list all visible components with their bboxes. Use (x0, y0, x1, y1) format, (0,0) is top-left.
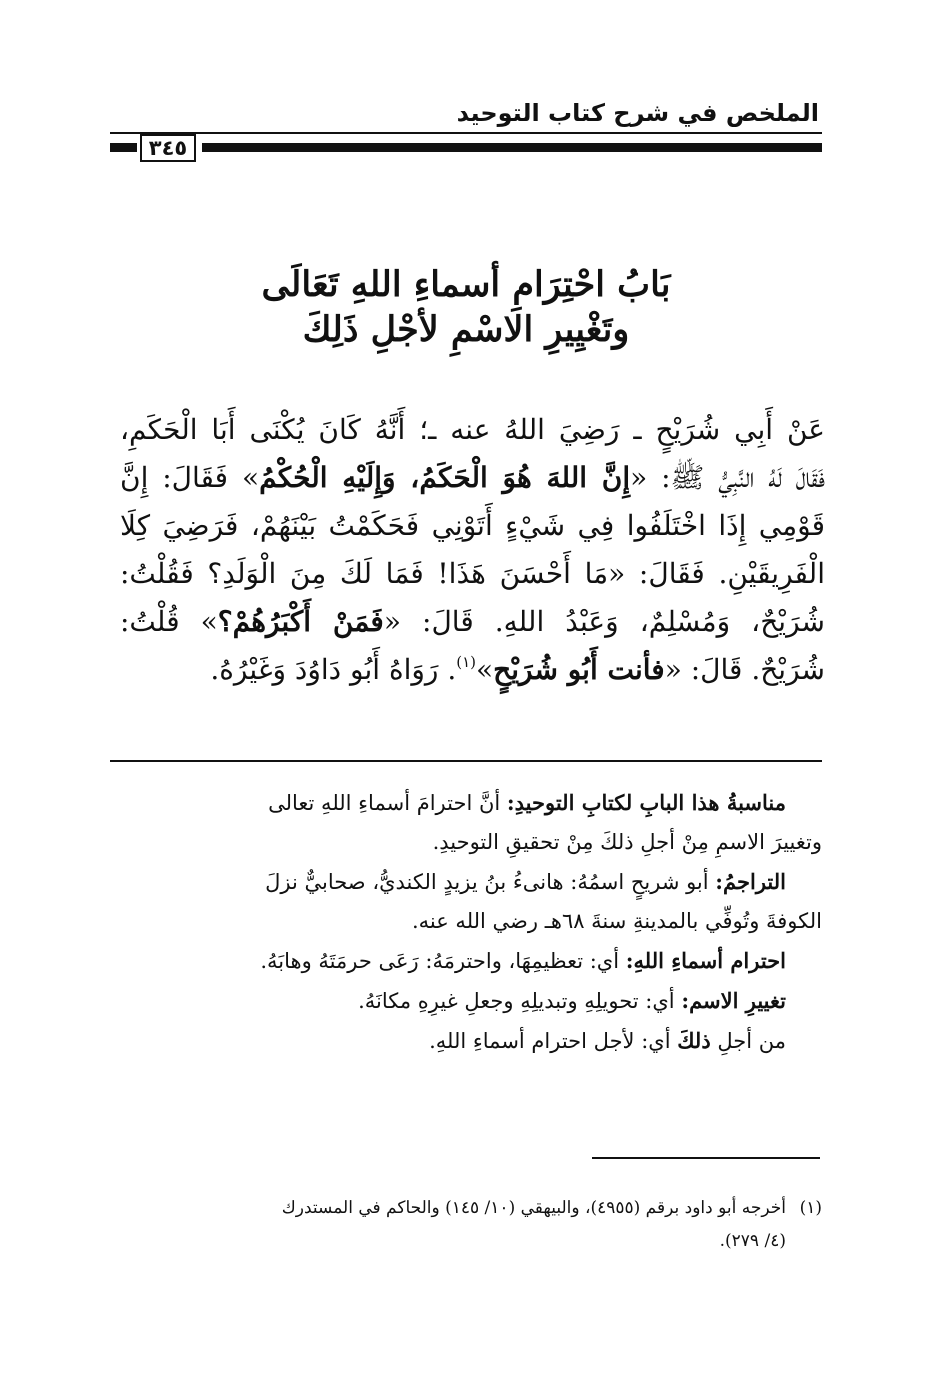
hadith-line-3: قَوْمِي إِذَا اخْتَلَفُوا فِي شَيْءٍ أَتَوْنِي فَحَكَمْتُ بَيْنَهُمْ، فَرَضِيَ كِلَا (120, 509, 825, 542)
commentary-respect-label: احترام أسماءِ اللهِ: (625, 948, 786, 973)
commentary-change-name-text: أي: تحويلِهِ وتبديلِهِ وجعلِ غيرِهِ مكانَهُ. (358, 989, 682, 1013)
hadith-line-2 (120, 454, 825, 502)
hadith-line-2-c: » فَقَالَ: إِنَّ (120, 461, 260, 494)
commentary-respect-text: أي: تعظيمِهَا، واحترمَهُ: رَعَى حرمَتَهُ وهابَهُ. (260, 949, 626, 973)
commentary-biographies (110, 862, 822, 902)
chapter-title (110, 262, 822, 352)
hadith-line-5 (120, 598, 825, 646)
footnote-line-2: (٤/ ٢٧٩). (719, 1231, 786, 1251)
chapter-title-line-2: وتَغْيِيرِ الاسْمِ لأجْلِ ذَلِكَ (302, 309, 630, 350)
commentary-for-that-label: ذلكَ (677, 1028, 711, 1053)
hadith-line-5-a: شُرَيْحٌ، وَمُسْلِمٌ، وَعَبْدُ اللهِ. قَالَ: « (383, 605, 826, 638)
commentary-relevance-label: مناسبةُ هذا البابِ لكتابِ التوحيدِ: (506, 790, 786, 815)
hadith-question-bold: فَمَنْ أَكْبَرُهُمْ؟ (217, 605, 384, 638)
commentary-relevance-text: أنَّ احترامَ أسماءِ اللهِ تعالى (268, 791, 507, 815)
hadith-line-2-a: فَقَالَ لَهُ النَّبِيُّ ﷺ: « (630, 461, 825, 494)
commentary-for-that-a: من أجلِ (710, 1029, 786, 1053)
hadith-line-4: الْفَرِيقَيْنِ. فَقَالَ: «مَا أَحْسَنَ هَذَا! فَمَا لَكَ مِنَ الْوَلَدِ؟ فَقُلْتُ: (120, 557, 825, 590)
header-thick-rule (202, 143, 822, 152)
commentary-biographies-text: أبو شريحٍ اسمُهُ: هانىءُ بنُ يزيدٍ الكنديُّ، صحابيٌّ نزلَ (265, 870, 716, 894)
commentary-change-name (110, 981, 822, 1021)
footnote-reference[interactable]: (١) (456, 653, 477, 671)
commentary (110, 783, 822, 1061)
commentary-respect (110, 941, 822, 981)
commentary-change-name-label: تغييرِ الاسم: (681, 988, 786, 1013)
section-divider (110, 760, 822, 762)
hadith-line-6 (120, 646, 825, 694)
footnote-line-1 (110, 1192, 822, 1225)
hadith-line-6-a: شُرَيْحٌ. قَالَ: « (664, 653, 825, 686)
commentary-for-that-text: أي: لأجل احترام أسماءِ اللهِ. (429, 1029, 678, 1053)
hadith-line-5-c: » قُلْتُ: (120, 605, 218, 638)
chapter-title-line-1: بَابُ احْتِرَامِ أسماءِ اللهِ تَعَالَى (261, 264, 671, 305)
commentary-for-that (110, 1021, 822, 1061)
hadith-quote-bold: إِنَّ اللهَ هُوَ الْحَكَمُ، وَإِلَيْهِ الْحُكْمُ (259, 461, 631, 494)
hadith-line-6-d: . رَوَاهُ أَبُو دَاوُدَ وَغَيْرُهُ. (210, 653, 457, 686)
footnote-text: أخرجه أبو داود برقم (٤٩٥٥)، والبيهقي (١٠/ ١٤٥) والحاكم في المستدرك (281, 1198, 786, 1218)
commentary-relevance (110, 783, 822, 823)
running-title: الملخص في شرح كتاب التوحيد (456, 99, 819, 127)
header-rule (110, 132, 822, 134)
page-number: ٣٤٥ (140, 134, 196, 162)
header-thick-rule-left (110, 143, 137, 152)
commentary-biographies-cont: الكوفةَ وتُوفِّي بالمدينةِ سنةَ ٦٨هـ رضي الله عنه. (411, 909, 822, 933)
hadith-line-6-c: » (476, 653, 494, 686)
footnote (110, 1192, 822, 1258)
footnote-number: (١) (799, 1198, 822, 1218)
hadith-text (120, 406, 825, 694)
hadith-line-1: عَنْ أَبِي شُرَيْحٍ ـ رَضِيَ اللهُ عنه ـ؛ أَنَّهُ كَانَ يُكْنَى أَبَا الْحَكَمِ، (120, 413, 825, 446)
footnote-divider (592, 1157, 820, 1159)
commentary-relevance-cont: وتغييرَ الاسمِ مِنْ أجلِ ذلكَ مِنْ تحقيقِ التوحيدِ. (432, 830, 822, 854)
commentary-biographies-label: التراجمُ: (715, 869, 786, 894)
hadith-answer-bold: فأنت أَبُو شُرَيْحٍ (493, 653, 665, 686)
